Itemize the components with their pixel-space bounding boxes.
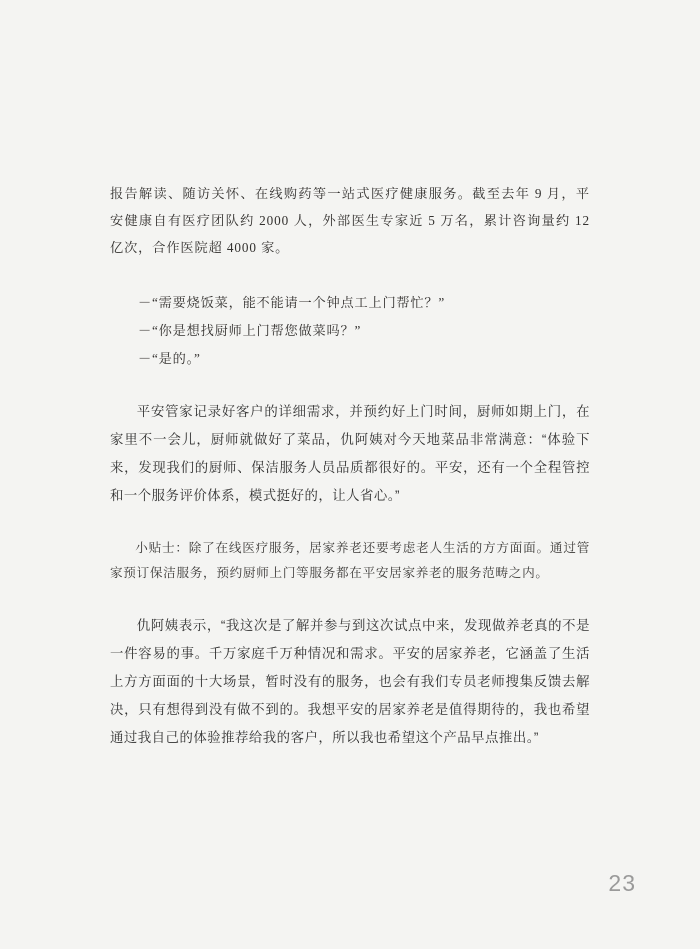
dialogue-line: －“是的。”: [138, 350, 201, 366]
paragraph-body-2: 仇阿姨表示，“我这次是了解并参与到这次试点中来，发现做养老真的不是一件容易的事。千万家庭千万种情况和需求。平安的居家养老，它涵盖了生活上方方面面的十大场景，暂时没有的服务，也会有我们专员老师搜集反馈去解决，只有想得到没有做不到的。我想平安的居家养老是值得期待的，我也希望通过我自己的体验推荐给我的客户，所以我也希望这个产品早点推出。”: [110, 618, 590, 745]
page-number: 23: [608, 870, 636, 896]
dialogue-line: －“需要烧饭菜，能不能请一个钟点工上门帮忙？”: [138, 295, 446, 311]
dialogue-block: [110, 289, 590, 372]
paragraph-intro: 报告解读、随访关怀、在线购药等一站式医疗健康服务。截至去年 9 月，平安健康自有医疗团队约 2000 人，外部医生专家近 5 万名，累计咨询量约 12 亿次，合作医院超 4000 家。: [110, 186, 590, 256]
dialogue-line: －“你是想找厨师上门帮您做菜吗？”: [138, 322, 362, 338]
paragraph-tip-note: 小贴士：除了在线医疗服务，居家养老还要考虑老人生活的方方面面。通过管家预订保洁服务，预约厨师上门等服务都在平安居家养老的服务范畴之内。: [110, 540, 590, 581]
paragraph-body-1: 平安管家记录好客户的详细需求，并预约好上门时间，厨师如期上门，在家里不一会儿，厨师就做好了菜品，仇阿姨对今天地菜品非常满意：“体验下来，发现我们的厨师、保洁服务人员品质都很好的。平安，还有一个全程管控和一个服务评价体系，模式挺好的，让人省心。”: [110, 404, 590, 503]
